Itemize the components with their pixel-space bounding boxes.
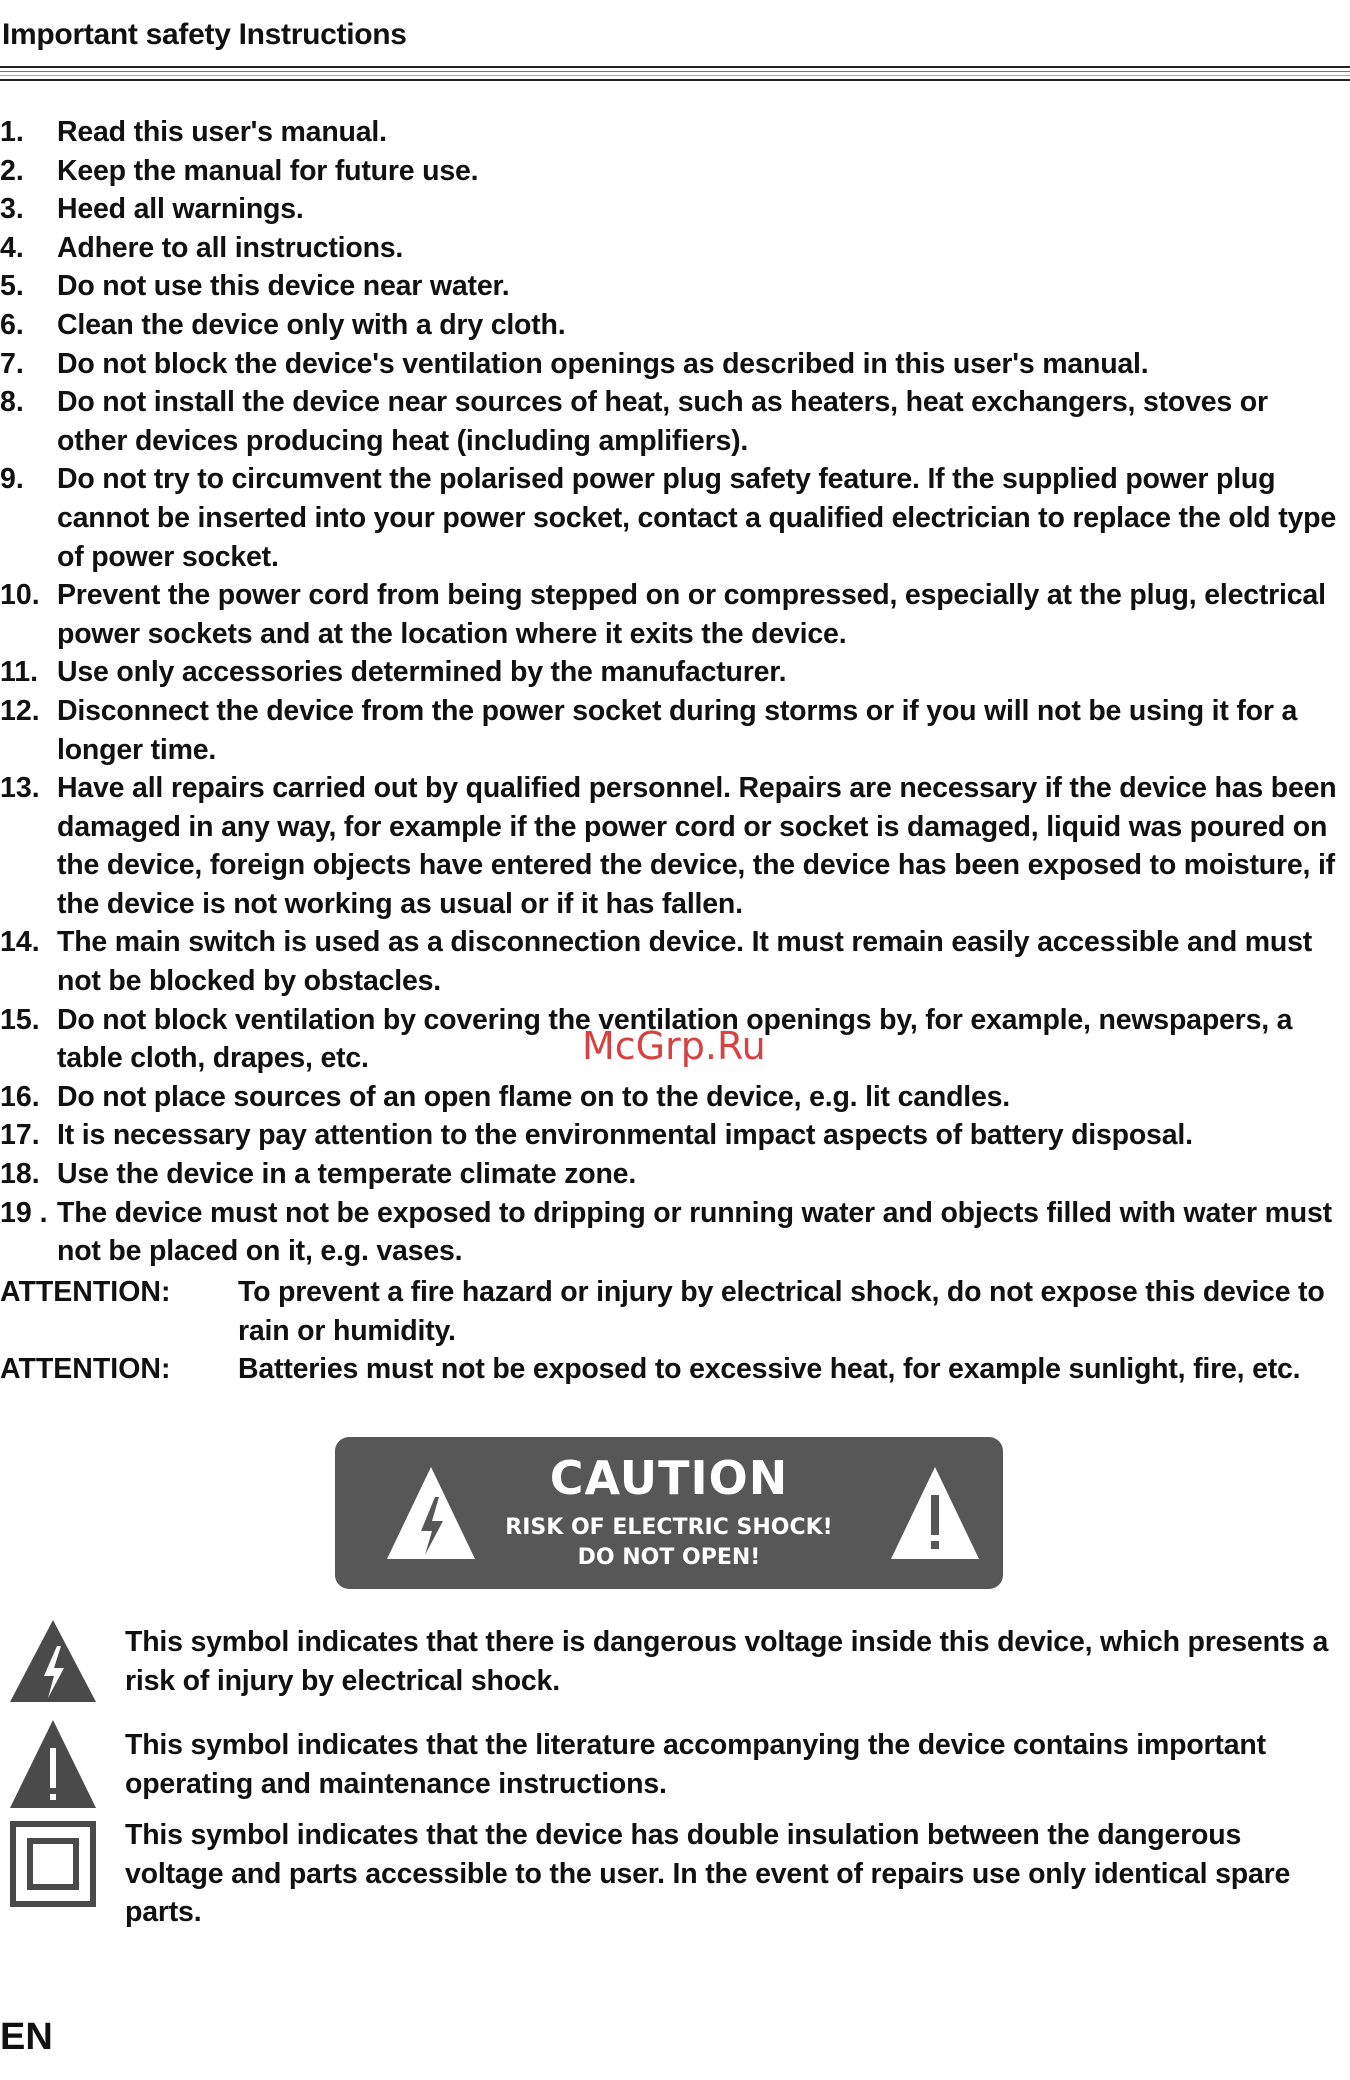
list-item bbox=[0, 460, 1345, 576]
caution-title: CAUTION bbox=[549, 1451, 789, 1505]
list-item bbox=[0, 923, 1345, 1000]
item-text: Adhere to all instructions. bbox=[57, 231, 404, 264]
item-text: Prevent the power cord from being stepped on or compressed, especially at the plug, electrical power sockets and at the location where it exits the device. bbox=[57, 579, 1326, 650]
list-item bbox=[0, 653, 1345, 692]
item-text: Do not use this device near water. bbox=[57, 270, 510, 303]
list-item bbox=[0, 1078, 1345, 1117]
symbol-description: This symbol indicates that there is dangerous voltage inside this device, which presents a risk of injury by electrical shock. bbox=[125, 1626, 1329, 1697]
attention-notice-2 bbox=[0, 1350, 1345, 1389]
list-item bbox=[0, 769, 1345, 923]
lightning-triangle-icon bbox=[8, 1618, 98, 1704]
item-number: 7. bbox=[0, 347, 24, 380]
item-number: 5. bbox=[0, 270, 24, 303]
item-text: The device must not be exposed to dripping or running water and objects filled with water must not be placed on it, e.g. vases. bbox=[57, 1196, 1332, 1268]
item-text: Do not block the device's ventilation openings as described in this user's manual. bbox=[57, 347, 1149, 380]
item-number: 4. bbox=[0, 231, 24, 264]
item-number: 6. bbox=[0, 308, 24, 341]
item-number: 1. bbox=[0, 116, 24, 148]
exclamation-triangle-icon bbox=[8, 1718, 98, 1810]
item-text: Heed all warnings. bbox=[57, 193, 304, 226]
list-item bbox=[0, 1116, 1345, 1155]
double-square-icon bbox=[10, 1821, 96, 1907]
item-text: Do not try to circumvent the polarised power plug safety feature. If the supplied power plug cannot be inserted into your power socket, contact a qualified electrician to replace the old type of power socket. bbox=[57, 463, 1337, 573]
item-text: Use only accessories determined by the manufacturer. bbox=[57, 656, 787, 689]
list-item bbox=[0, 190, 1345, 229]
attention-text: Batteries must not be exposed to excessive heat, for example sunlight, fire, etc. bbox=[238, 1353, 1301, 1385]
list-item bbox=[0, 692, 1345, 769]
item-text: Use the device in a temperate climate zone. bbox=[57, 1158, 637, 1191]
title-rule bbox=[0, 66, 1350, 84]
item-text: Clean the device only with a dry cloth. bbox=[57, 308, 566, 341]
list-item bbox=[0, 113, 1345, 152]
symbol-description: This symbol indicates that the device has double insulation between the dangerous voltage and parts accessible to the user. In the event of repairs use only identical spare parts. bbox=[125, 1819, 1291, 1929]
item-text: Do not block ventilation by covering the ventilation openings by, for example, newspapers, a table cloth, drapes, etc. bbox=[57, 1003, 1293, 1075]
caution-box bbox=[335, 1437, 1003, 1589]
attention-label: ATTENTION: bbox=[0, 1353, 171, 1385]
list-item bbox=[0, 345, 1345, 384]
item-text: Keep the manual for future use. bbox=[57, 154, 479, 187]
item-text: Do not install the device near sources of heat, such as heaters, heat exchangers, stoves or other devices producing heat (including amplifiers). bbox=[57, 386, 1268, 457]
list-item bbox=[0, 267, 1345, 306]
list-item bbox=[0, 152, 1345, 191]
item-number: 2. bbox=[0, 154, 24, 187]
watermark: McGrp.Ru bbox=[582, 1024, 766, 1068]
item-number: 13. bbox=[0, 772, 40, 805]
item-number: 10. bbox=[0, 579, 40, 612]
symbol-description: This symbol indicates that the literature accompanying the device contains important operating and maintenance instructions. bbox=[125, 1729, 1266, 1800]
item-number: 9. bbox=[0, 463, 24, 496]
item-number: 3. bbox=[0, 193, 24, 226]
language-code: EN bbox=[0, 2016, 53, 2058]
page-title: Important safety Instructions bbox=[2, 18, 407, 51]
item-number: 19 . bbox=[0, 1196, 48, 1229]
item-text: Read this user's manual. bbox=[57, 116, 387, 148]
list-item bbox=[0, 1194, 1345, 1271]
list-item bbox=[0, 1155, 1345, 1194]
instruction-list bbox=[0, 113, 1345, 1271]
item-number: 12. bbox=[0, 694, 40, 727]
item-number: 14. bbox=[0, 926, 40, 959]
item-number: 18. bbox=[0, 1158, 40, 1191]
item-number: 8. bbox=[0, 386, 24, 419]
caution-line-1: RISK OF ELECTRIC SHOCK! bbox=[505, 1515, 833, 1540]
item-number: 16. bbox=[0, 1080, 40, 1113]
list-item bbox=[0, 306, 1345, 345]
item-text: Have all repairs carried out by qualified personnel. Repairs are necessary if the device has been damaged in any way, for example if the power cord or socket is damaged, liquid was poured on the device, foreign objects have entered the device, the device has been exposed to moisture, if the device is not working as usual or if it has fallen. bbox=[57, 772, 1337, 920]
exclamation-triangle-icon bbox=[889, 1463, 981, 1563]
item-text: Do not place sources of an open flame on to the device, e.g. lit candles. bbox=[57, 1080, 1011, 1113]
item-text: It is necessary pay attention to the environmental impact aspects of battery disposal. bbox=[57, 1119, 1193, 1152]
attention-label: ATTENTION: bbox=[0, 1276, 171, 1308]
item-text: The main switch is used as a disconnection device. It must remain easily accessible and must not be blocked by obstacles. bbox=[57, 926, 1313, 998]
attention-text: To prevent a fire hazard or injury by electrical shock, do not expose this device to rain or humidity. bbox=[238, 1276, 1325, 1347]
item-number: 17. bbox=[0, 1119, 40, 1152]
item-number: 15. bbox=[0, 1003, 40, 1036]
list-item bbox=[0, 576, 1345, 653]
item-number: 11. bbox=[0, 656, 39, 689]
list-item bbox=[0, 383, 1345, 460]
list-item bbox=[0, 229, 1345, 268]
attention-notice-1 bbox=[0, 1273, 1345, 1350]
caution-line-2: DO NOT OPEN! bbox=[577, 1545, 761, 1570]
item-text: Disconnect the device from the power socket during storms or if you will not be using it for a longer time. bbox=[57, 694, 1298, 766]
